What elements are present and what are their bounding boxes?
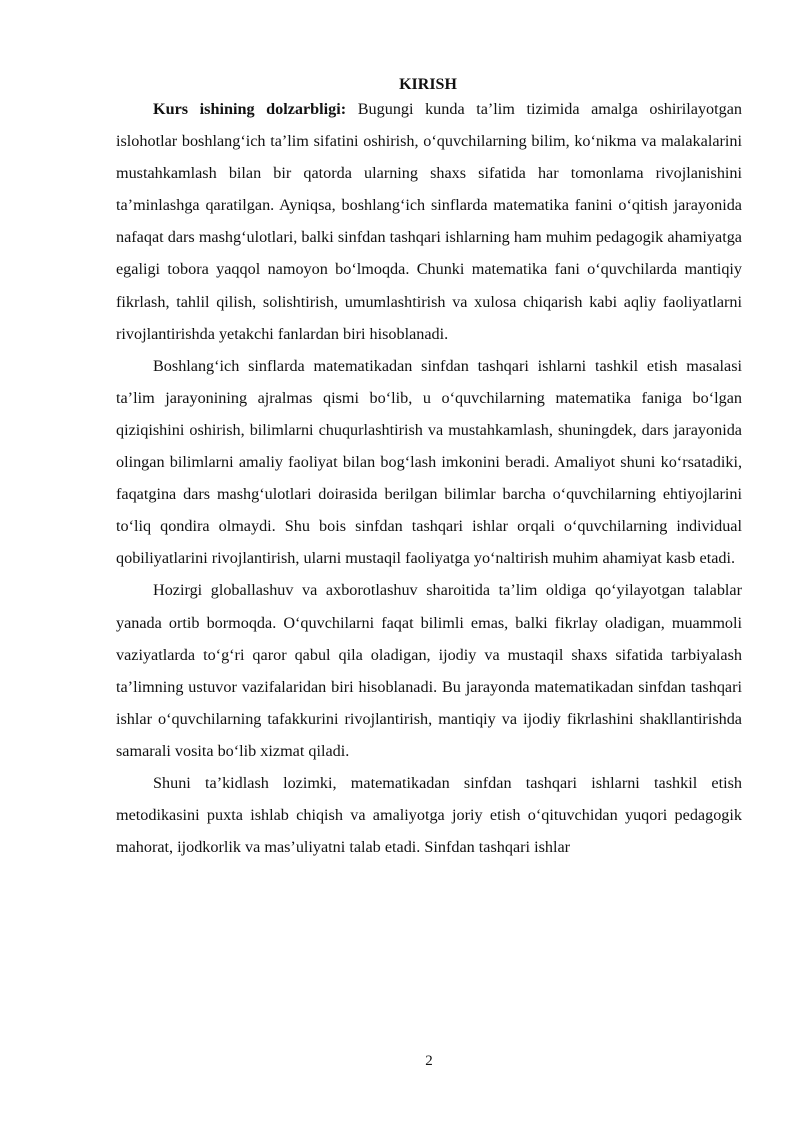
paragraph-1 — [116, 93, 742, 350]
paragraph-4: Shuni ta’kidlash lozimki, matematikadan sinfdan tashqari ishlarni tashkil etish metodikasini puxta ishlab chiqish va amaliyotga joriy etish o‘qituvchidan yuqori pedagogik mahorat, ijodkorlik va mas’uliyatni talab etadi. Sinfdan tashqari ishlar — [116, 773, 742, 857]
section-heading: KIRISH — [399, 76, 457, 93]
paragraph-2: Boshlang‘ich sinflarda matematikadan sinfdan tashqari ishlarni tashkil etish masalasi ta’lim jarayonining ajralmas qismi bo‘lib, u o‘quvchilarning matematika faniga bo‘lgan qiziqishini oshirish, bilimlarni chuqurlashtirish va mustahkamlash, shuningdek, dars jarayonida olingan bilimlarni amaliy faoliyat bilan bog‘lash imkonini beradi. Amaliyot shuni ko‘rsatadiki, faqatgina dars mashg‘ulotlari doirasida berilgan bilimlar barcha o‘quvchilarning ehtiyojlarini to‘liq qondira olmaydi. Shu bois sinfdan tashqari ishlar orqali o‘quvchilarning individual qobiliyatlarini rivojlantirish, ularni mustaqil faoliyatga yo‘naltirish muhim ahamiyat kasb etadi. — [116, 356, 742, 568]
body-text — [116, 93, 742, 863]
paragraph-3: Hozirgi globallashuv va axborotlashuv sharoitida ta’lim oldiga qo‘yilayotgan talablar yanada ortib bormoqda. O‘quvchilarni faqat bilimli emas, balki fikrlay oladigan, muammoli vaziyatlarda to‘g‘ri qaror qabul qila oladigan, ijodiy va mustaqil shaxs sifatida tarbiyalash ta’limning ustuvor vazifalaridan biri hisoblanadi. Bu jarayonda matematikadan sinfdan tashqari ishlar o‘quvchilarning tafakkurini rivojlantirish, mantiqiy va ijodiy fikrlashini shakllantirishda samarali vosita bo‘lib xizmat qiladi. — [116, 581, 742, 760]
paragraph-lead: Kurs ishining dolzarbligi: — [153, 100, 347, 118]
paragraph-text: Bugungi kunda ta’lim tizimida amalga oshirilayotgan islohotlar boshlang‘ich ta’lim sifatini oshirish, o‘quvchilarning bilim, ko‘nikma va malakalarini mustahkamlash bilan bir qatorda ularning shaxs sifatida har tomonlama rivojlanishini ta’minlashga qaratilgan. Ayniqsa, boshlang‘ich sinflarda matematika fanini o‘qitish jarayonida nafaqat dars mashg‘ulotlari, balki sinfdan tashqari ishlarning ham muhim pedagogik ahamiyatga egaligi tobora yaqqol namoyon bo‘lmoqda. Chunki matematika fani o‘quvchilarda mantiqiy fikrlash, tahlil qilish, solishtirish, umumlashtirish va xulosa chiqarish kabi aqliy faoliyatlarni rivojlantirishda yetakchi fanlardan biri hisoblanadi. — [116, 100, 743, 343]
page-number: 2 — [425, 1053, 433, 1069]
